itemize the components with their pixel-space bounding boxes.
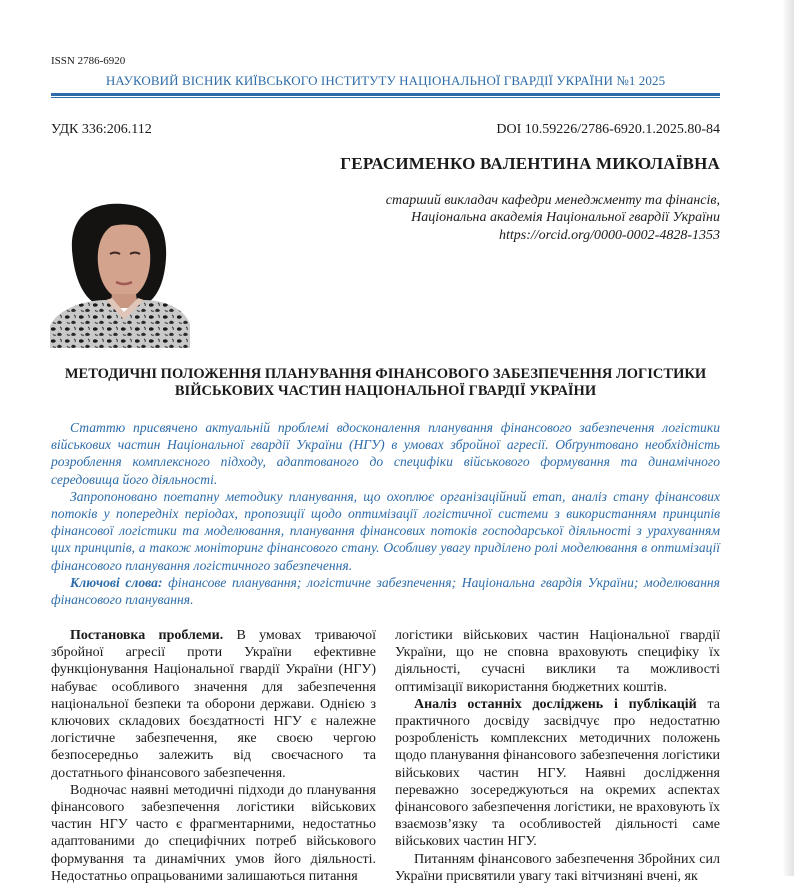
section-heading-analysis: Аналіз останніх досліджень і публікацій xyxy=(414,696,697,712)
body-paragraph: Аналіз останніх досліджень і публікацій та практичного досвіду засвідчує про недостатню розробленість комплексних методичних положень щодо планування фінансового забезпечення логістики військових частин НГУ. Наявні дослідження переважно зосереджуються на окремих аспектах фінансового забезпечення логістики, не враховують їх взаємозв’язку та особливостей діяльності саме військових частин НГУ. xyxy=(395,696,720,850)
body-paragraph: логістики військових частин Національної гвардії України, що не сповна враховують специфіку їх діяльності, сучасні виклики та можливості оптимізації використання бюджетних коштів. xyxy=(395,628,720,695)
keywords-list: фінансове планування; логістичне забезпечення; Національна гвардія України; моделювання фінансового планування. xyxy=(51,574,720,608)
article-title xyxy=(51,366,720,400)
article-title-line-1: МЕТОДИЧНІ ПОЛОЖЕННЯ ПЛАНУВАННЯ ФІНАНСОВОГО ЗАБЕЗПЕЧЕННЯ ЛОГІСТИКИ xyxy=(64,366,707,382)
author-institution: Національна академія Національної гвардії України xyxy=(411,210,720,225)
issn: ISSN 2786-6920 xyxy=(51,55,126,67)
journal-title: НАУКОВИЙ ВІСНИК КИЇВСЬКОГО ІНСТИТУТУ НАЦІОНАЛЬНОЇ ГВАРДІЇ УКРАЇНИ №1 2025 xyxy=(105,73,666,88)
section-heading-problem: Постановка проблеми. xyxy=(70,628,224,643)
article-title-line-2: ВІЙСЬКОВИХ ЧАСТИН НАЦІОНАЛЬНОЇ ГВАРДІЇ УКРАЇНИ xyxy=(174,383,597,399)
keywords-label: Ключові слова: xyxy=(70,574,163,590)
page-edge-shadow xyxy=(782,0,794,876)
body-paragraph: Водночас наявні методичні підходи до планування фінансового забезпечення логістики військових частин НГУ часто є фрагментарними, недостатньо адаптованими до специфічних потреб військового формування та динамічних умов його діяльності. Недостатньо опрацьованими залишаються питання xyxy=(51,782,376,884)
author-portrait-image xyxy=(50,158,190,348)
body-paragraph: Питанням фінансового забезпечення Збройних сил України присвятили увагу такі вітчизняні вчені, як xyxy=(395,851,720,884)
abstract xyxy=(51,419,720,608)
header-rule-thick xyxy=(51,93,720,96)
udk-code: УДК 336:206.112 xyxy=(51,122,152,137)
abstract-paragraph-1: Статтю присвячено актуальній проблемі вдосконалення планування фінансового забезпечення логістики військових частин Національної гвардії України (НГУ) в умовах збройної агресії. Обґрунтовано необхідність розроблення комплексного підходу, адаптованого до специфіки військового формування та динамічного середовища його діяльності. xyxy=(51,420,720,487)
author-name: ГЕРАСИМЕНКО ВАЛЕНТИНА МИКОЛАЇВНА xyxy=(340,154,720,173)
header-rule-thin xyxy=(51,97,720,98)
keywords xyxy=(51,574,720,608)
body-paragraph: Постановка проблеми. В умовах триваючої збройної агресії проти України ефективне функціонування Національної гвардії України (НГУ) набуває особливого значення для забезпечення національної безпеки та оборони держави. Однією з ключових складових боєздатності НГУ є належне логістичне забезпечення, яке своєю чергою безпосередньо залежить від своєчасного та достатнього фінансового забезпечення. xyxy=(51,628,376,781)
body-column-left xyxy=(51,627,376,885)
doi: DOI 10.59226/2786-6920.1.2025.80-84 xyxy=(496,122,720,137)
body-column-right xyxy=(395,627,720,885)
author-photo xyxy=(50,158,190,348)
author-position: старший викладач кафедри менеджменту та фінансів, xyxy=(385,193,720,208)
author-orcid[interactable]: https://orcid.org/0000-0002-4828-1353 xyxy=(498,228,720,243)
abstract-paragraph-2: Запропоновано поетапну методику планування, що охоплює організаційний етап, аналіз стану фінансових потоків у попередніх періодах, пропозиції щодо оптимізації логістичної системи з використанням принципів фінансової логістики та моделювання, планування фінансових потоків господарської діяльності з урахуванням цих принципів, а також моніторинг фінансового стану. Особливу увагу приділено ролі моделювання в оптимізації фінансового планування логістичного забезпечення. xyxy=(51,488,720,573)
